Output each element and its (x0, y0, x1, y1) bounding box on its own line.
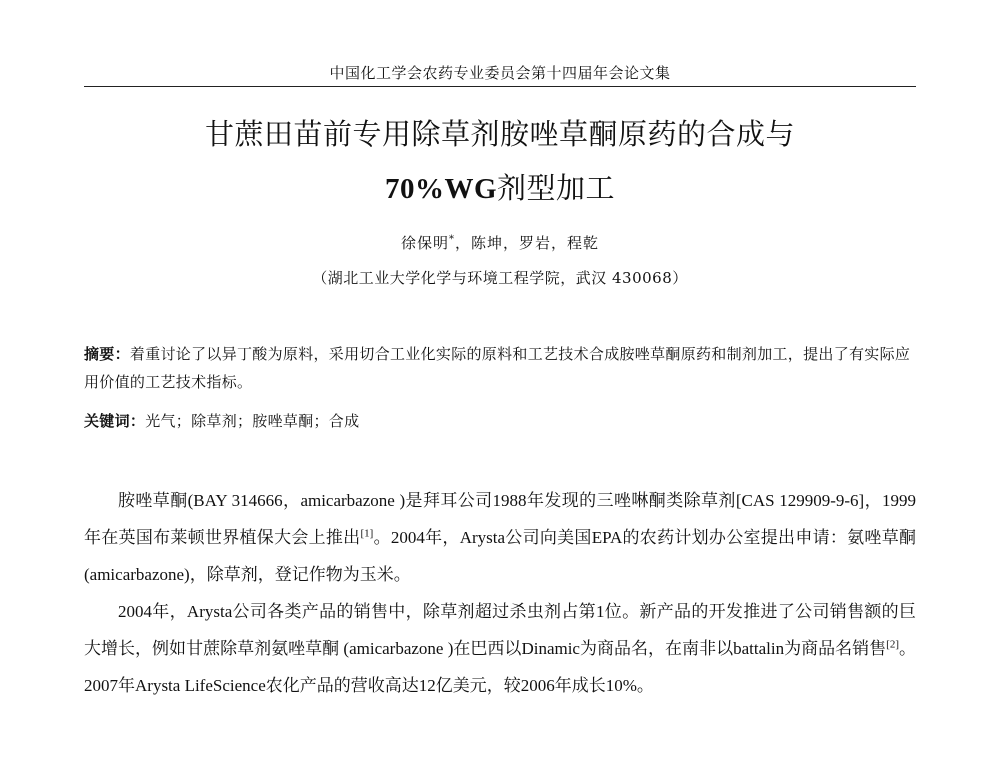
running-header: 中国化工学会农药专业委员会第十四届年会论文集 (329, 64, 671, 82)
paragraph-2-text-b: 。2007年Arysta LifeScience农化产品的营收高达12亿美元，较2006年成长10%。 (84, 639, 916, 695)
abstract-text: 着重讨论了以异丁酸为原料，采用切合工业化实际的原料和工艺技术合成胺唑草酮原药和制剂加工，提出了有实际应用价值的工艺技术指标。 (84, 345, 911, 391)
paragraph-2-text-a: 2004年，Arysta公司各类产品的销售中，除草剂超过杀虫剂占第1位。新产品的开发推进了公司销售额的巨大增长，例如甘蔗除草剂氨唑草酮 (amicarbazone )在巴西以Dinamic为商品名，在南非以battalin为商品名销售 (84, 602, 916, 658)
author-list (84, 232, 916, 253)
body-paragraph-1 (84, 482, 916, 593)
citation-ref-2: [2] (886, 638, 899, 651)
abstract-label: 摘要： (84, 345, 130, 363)
keywords (84, 410, 916, 431)
citation-ref-1: [1] (360, 527, 374, 540)
author-affiliation: （湖北工业大学化学与环境工程学院，武汉 430068） (312, 269, 688, 287)
paragraph-1-text-a: 胺唑草酮(BAY 314666，amicarbazone )是拜耳公司1988年发现的三唑啉酮类除草剂[CAS 129909-9-6]，1999年在英国布莱顿世界植保大会上推出 (84, 491, 916, 547)
title-formulation-code: 70%WG (384, 173, 498, 205)
abstract (84, 340, 916, 396)
paper-title-line-1: 甘蔗田苗前专用除草剂胺唑草酮原药的合成与 (204, 117, 795, 151)
author-others: ，陈坤，罗岩，程乾 (455, 234, 600, 252)
keywords-label: 关键词： (84, 412, 146, 430)
author-primary: 徐保明 (400, 234, 449, 252)
body-text (84, 482, 916, 704)
keywords-text: 光气；除草剂；胺唑草酮；合成 (145, 412, 360, 430)
paper-title-line-2 (84, 166, 916, 207)
paragraph-1-text-b: 。2004年，Arysta公司向美国EPA的农药计划办公室提出申请：氨唑草酮(amicarbazone)，除草剂，登记作物为玉米。 (84, 528, 916, 584)
corresponding-author-mark: * (449, 234, 455, 245)
title-line-2-rest: 剂型加工 (497, 171, 616, 205)
header-rule (84, 86, 916, 87)
body-paragraph-2 (84, 593, 916, 704)
